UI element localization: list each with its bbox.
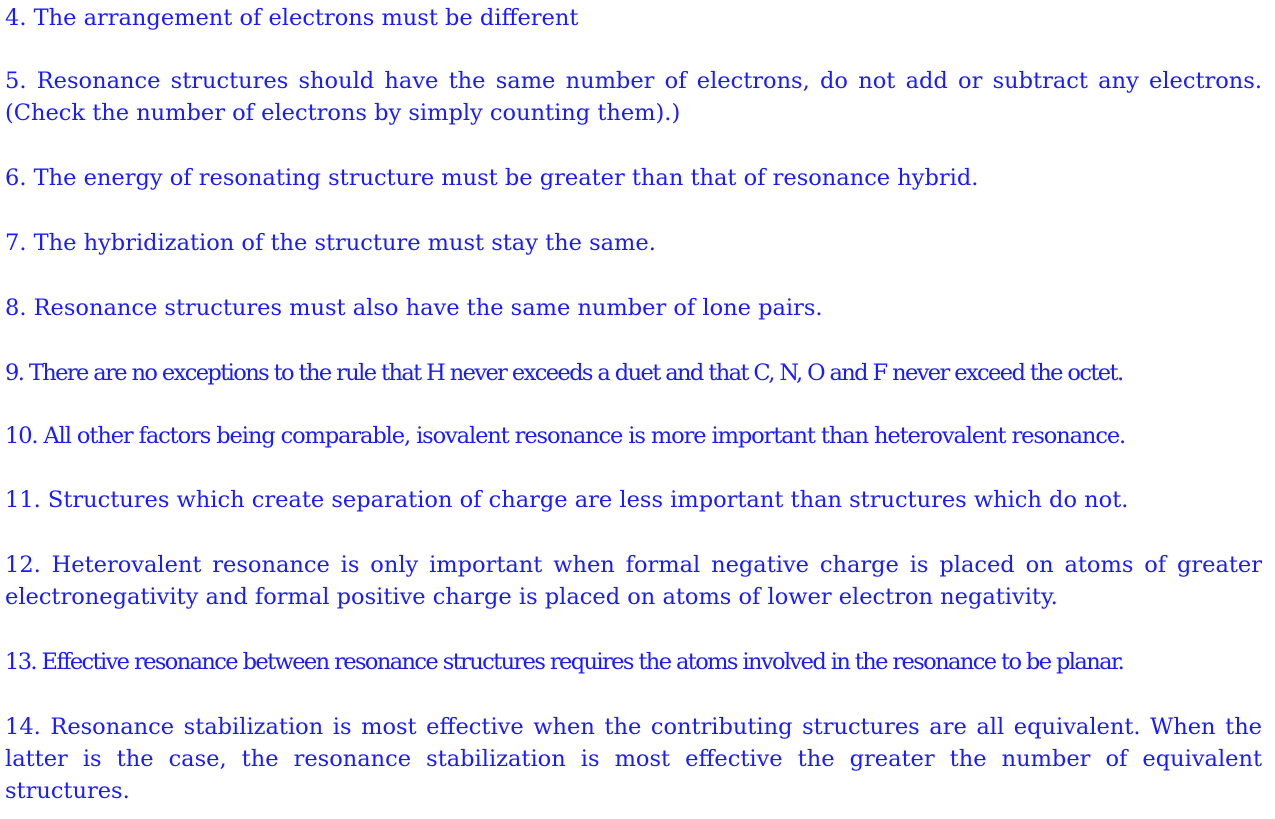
rule-4: 4. The arrangement of electrons must be different xyxy=(5,5,579,31)
rule-10: 10. All other factors being comparable, isovalent resonance is more important than heterovalent resonance. xyxy=(5,423,1126,449)
rule-8: 8. Resonance structures must also have the same number of lone pairs. xyxy=(5,295,823,321)
rule-7: 7. The hybridization of the structure must stay the same. xyxy=(5,230,656,256)
rule-9: 9. There are no exceptions to the rule that H never exceeds a duet and that C, N, O and F never exceed the octet. xyxy=(5,360,1123,386)
rule-12: 12. Heterovalent resonance is only important when formal negative charge is placed on atoms of greater electronegativity and formal positive charge is placed on atoms of lower electron negativity. xyxy=(5,552,1262,610)
rule-6: 6. The energy of resonating structure must be greater than that of resonance hybrid. xyxy=(5,165,979,191)
rule-5: 5. Resonance structures should have the same number of electrons, do not add or subtract any electrons. (Check the number of electrons by simply counting them).) xyxy=(5,68,1262,126)
rule-14: 14. Resonance stabilization is most effective when the contributing structures are all equivalent. When the latter is the case, the resonance stabilization is most effective the greater the number of equivalent structures. xyxy=(5,714,1262,804)
rule-13: 13. Effective resonance between resonance structures requires the atoms involved in the resonance to be planar. xyxy=(5,649,1124,675)
rule-11: 11. Structures which create separation of charge are less important than structures which do not. xyxy=(5,487,1129,513)
